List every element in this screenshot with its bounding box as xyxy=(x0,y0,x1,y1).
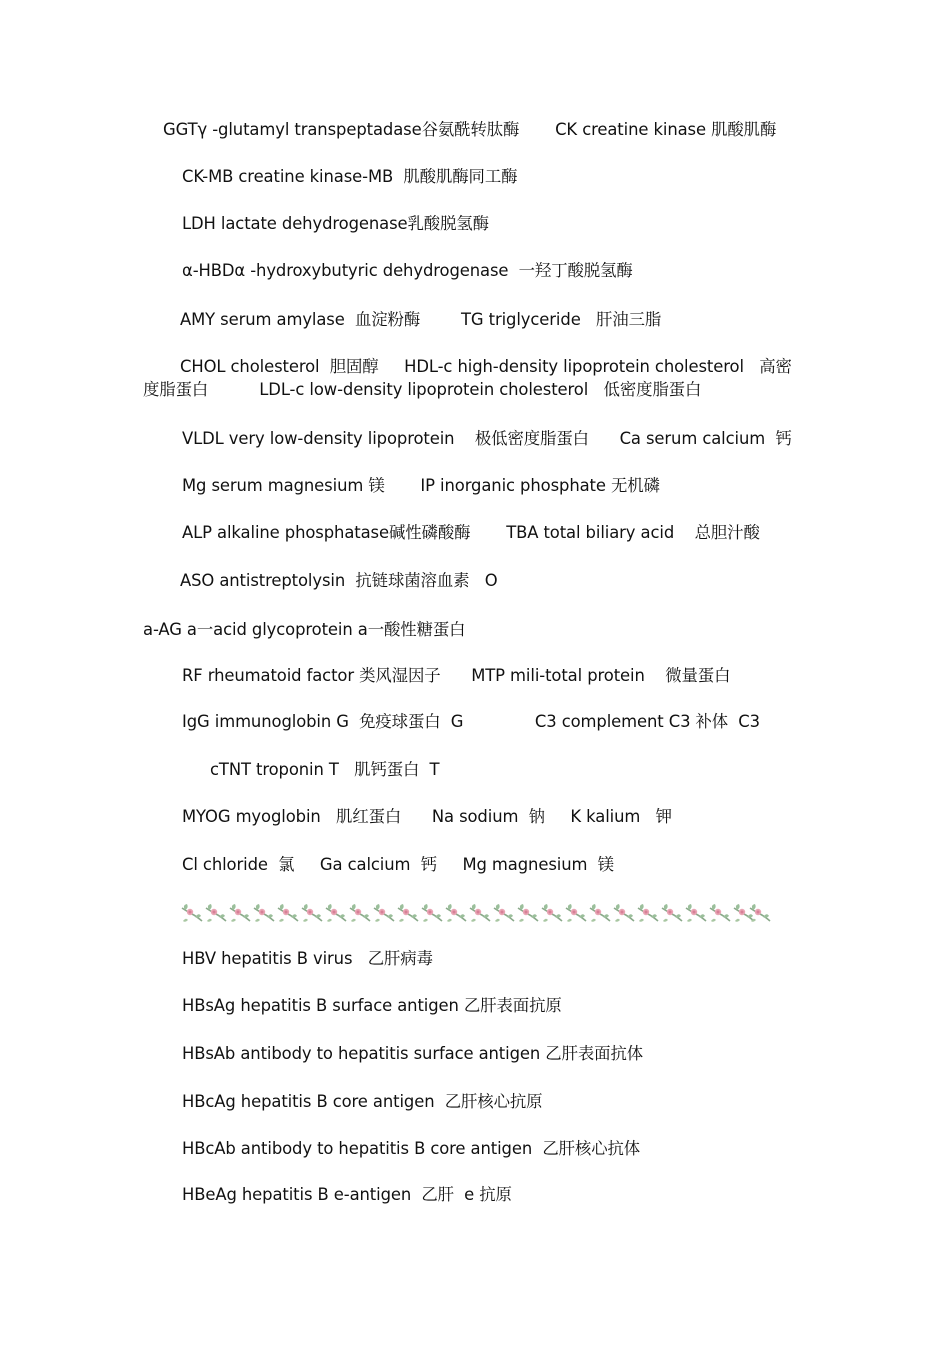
text-line-ldl: 度脂蛋白 LDL-c low-density lipoprotein cholesterol 低密度脂蛋白 xyxy=(143,380,702,399)
text-line-hbeag: HBeAg hepatitis B e-antigen 乙肝 e 抗原 xyxy=(182,1185,512,1204)
text-line-hbcag: HBcAg hepatitis B core antigen 乙肝核心抗原 xyxy=(182,1092,543,1111)
text-line-ctnt: cTNT troponin T 肌钙蛋白 T xyxy=(210,760,440,779)
text-line-vldl-ca: VLDL very low-density lipoprotein 极低密度脂蛋白 Ca serum calcium 钙 xyxy=(182,429,792,448)
text-line-hbcab: HBcAb antibody to hepatitis B core antigen 乙肝核心抗体 xyxy=(182,1139,641,1158)
text-line-ggt-ck: GGTγ -glutamyl transpeptadase谷氨酰转肽酶 CK creatine kinase 肌酸肌酶 xyxy=(163,120,777,139)
text-line-aso: ASO antistreptolysin 抗链球菌溶血素 O xyxy=(180,571,498,590)
text-line-hbsab: HBsAb antibody to hepatitis surface antigen 乙肝表面抗体 xyxy=(182,1044,644,1063)
text-line-hbd: α-HBDα -hydroxybutyric dehydrogenase 一羟丁酸脱氢酶 xyxy=(182,261,633,280)
text-line-igg-c3: IgG immunoglobin G 免疫球蛋白 G C3 complement C3 补体 C3 xyxy=(182,712,760,731)
text-line-ldh: LDH lactate dehydrogenase乳酸脱氢酶 xyxy=(182,214,489,233)
text-line-aag: a-AG a一acid glycoprotein a一酸性糖蛋白 xyxy=(143,620,466,639)
text-line-hbv: HBV hepatitis B virus 乙肝病毒 xyxy=(182,949,433,968)
text-line-mg-ip: Mg serum magnesium 镁 IP inorganic phosphate 无机磷 xyxy=(182,476,660,495)
text-line-amy-tg: AMY serum amylase 血淀粉酶 TG triglyceride 肝油三脂 xyxy=(180,310,662,329)
text-line-rf-mtp: RF rheumatoid factor 类风湿因子 MTP mili-total protein 微量蛋白 xyxy=(182,666,731,685)
text-line-myog-na-k: MYOG myoglobin 肌红蛋白 Na sodium 钠 K kalium 钾 xyxy=(182,807,672,826)
text-line-ckmb: CK-MB creatine kinase-MB 肌酸肌酶同工酶 xyxy=(182,167,518,186)
text-line-cl-ga-mg: Cl chloride 氯 Ga calcium 钙 Mg magnesium 镁 xyxy=(182,855,614,874)
text-line-alp-tba: ALP alkaline phosphatase碱性磷酸酶 TBA total biliary acid 总胆汁酸 xyxy=(182,523,760,542)
text-line-hbsag: HBsAg hepatitis B surface antigen 乙肝表面抗原 xyxy=(182,996,562,1015)
floral-divider xyxy=(180,900,772,924)
text-line-chol-hdl: CHOL cholesterol 胆固醇 HDL-c high-density lipoprotein cholesterol 高密 xyxy=(180,357,792,376)
